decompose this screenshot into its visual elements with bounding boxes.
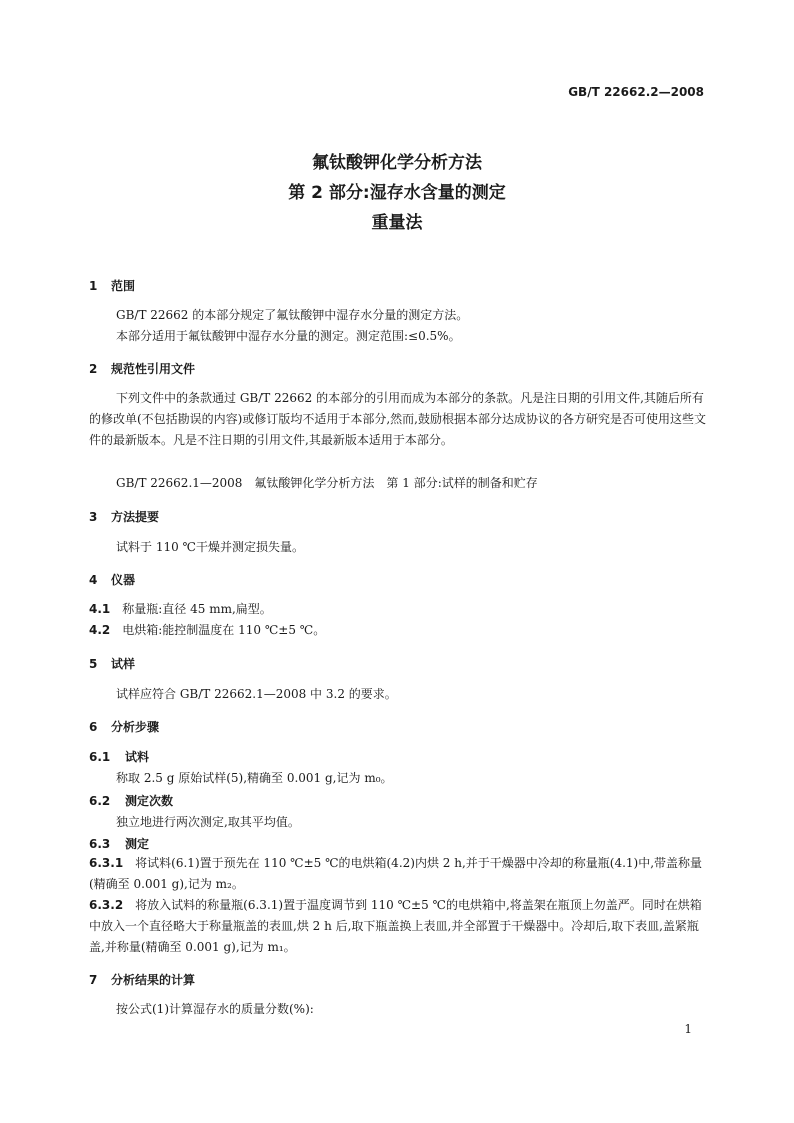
subsection-title: 测定次数 [125, 794, 174, 808]
scope-paragraph-1: GB/T 22662 的本部分规定了氟钛酸钾中湿存水分量的测定方法。 [116, 308, 469, 322]
subsection-number: 6.2 [89, 794, 111, 808]
section-title: 规范性引用文件 [111, 362, 196, 376]
sample-paragraph: 试样应符合 GB/T 22662.1—2008 中 3.2 的要求。 [116, 687, 397, 701]
section-number: 6 [89, 720, 98, 734]
section-heading-calculation [89, 971, 195, 988]
subsection-title: 测定 [125, 837, 150, 851]
section-number: 1 [89, 279, 98, 293]
subsection-heading-determination [89, 835, 149, 852]
section-title: 仪器 [111, 573, 136, 587]
references-paragraph: 下列文件中的条款通过 GB/T 22662 的本部分的引用而成为本部分的条款。凡是注日期的引用文件,其随后所有的修改单(不包括勘误的内容)或修订版均不适用于本部分,然而,鼓励根据本部分达成协议的各方研究是否可使用这些文件的最新版本。凡是不注日期的引用文件,其最新版本适用于本部分。 [89, 391, 706, 447]
document-title-line2: 第 2 部分:湿存水含量的测定 [288, 183, 506, 203]
clause-text: 称量瓶:直径 45 mm,扁型。 [122, 602, 272, 616]
section-heading-scope [89, 277, 135, 294]
section-heading-sample [89, 655, 135, 672]
determinations-paragraph: 独立地进行两次测定,取其平均值。 [116, 815, 300, 829]
page-number: 1 [684, 1022, 692, 1036]
section-number: 4 [89, 573, 98, 587]
document-title-line1: 氟钛酸钾化学分析方法 [312, 153, 482, 173]
determination-step-6-3-2 [89, 895, 709, 958]
section-heading-procedure [89, 718, 159, 735]
section-title: 分析步骤 [111, 720, 160, 734]
subsection-number: 6.3 [89, 837, 111, 851]
clause-number: 4.2 [89, 623, 111, 637]
clause-number: 6.3.2 [89, 898, 124, 912]
section-number: 5 [89, 657, 98, 671]
subsection-number: 6.1 [89, 750, 111, 764]
clause-text: 将放入试料的称量瓶(6.3.1)置于温度调节到 110 ℃±5 ℃的电烘箱中,将盖架在瓶顶上勿盖严。同时在烘箱中放入一个直径略大于称量瓶盖的表皿,烘 2 h 后,取下瓶盖换上表皿,并全部置于干燥器中。冷却后,取下表皿,盖紧瓶盖,并称量(精确至 0.001 g),记为 m₁。 [89, 898, 702, 954]
section-heading-method-summary [89, 508, 159, 525]
subsection-heading-test-portion [89, 748, 149, 765]
clause-text: 将试料(6.1)置于预先在 110 ℃±5 ℃的电烘箱(4.2)内烘 2 h,并于干燥器中冷却的称量瓶(4.1)中,带盖称量(精确至 0.001 g),记为 m₂。 [89, 856, 703, 891]
document-title-line3: 重量法 [371, 213, 423, 233]
determination-step-6-3-1 [89, 853, 709, 895]
clause-number: 4.1 [89, 602, 111, 616]
apparatus-item-weighing-bottle [89, 599, 709, 620]
section-title: 方法提要 [111, 510, 160, 524]
clause-text: 电烘箱:能控制温度在 110 ℃±5 ℃。 [122, 623, 326, 637]
section-number: 2 [89, 362, 98, 376]
apparatus-item-oven [89, 620, 709, 641]
section-heading-normative-references [89, 360, 195, 377]
section-number: 7 [89, 973, 98, 987]
section-title: 范围 [111, 279, 136, 293]
section-number: 3 [89, 510, 98, 524]
clause-number: 6.3.1 [89, 856, 124, 870]
subsection-title: 试料 [125, 750, 150, 764]
calculation-paragraph: 按公式(1)计算湿存水的质量分数(%): [116, 1002, 314, 1016]
scope-paragraph-2: 本部分适用于氟钛酸钾中湿存水分量的测定。测定范围:≤0.5%。 [116, 329, 461, 343]
method-summary-paragraph: 试料于 110 ℃干燥并测定损失量。 [116, 540, 304, 554]
section-title: 试样 [111, 657, 136, 671]
section-heading-apparatus [89, 571, 135, 588]
referenced-standard-entry: GB/T 22662.1—2008 氟钛酸钾化学分析方法 第 1 部分:试样的制备和贮存 [116, 476, 538, 490]
subsection-heading-number-of-determinations [89, 792, 173, 809]
section-title: 分析结果的计算 [111, 973, 196, 987]
test-portion-paragraph: 称取 2.5 g 原始试样(5),精确至 0.001 g,记为 m₀。 [116, 771, 393, 785]
standard-code: GB/T 22662.2—2008 [568, 85, 704, 99]
